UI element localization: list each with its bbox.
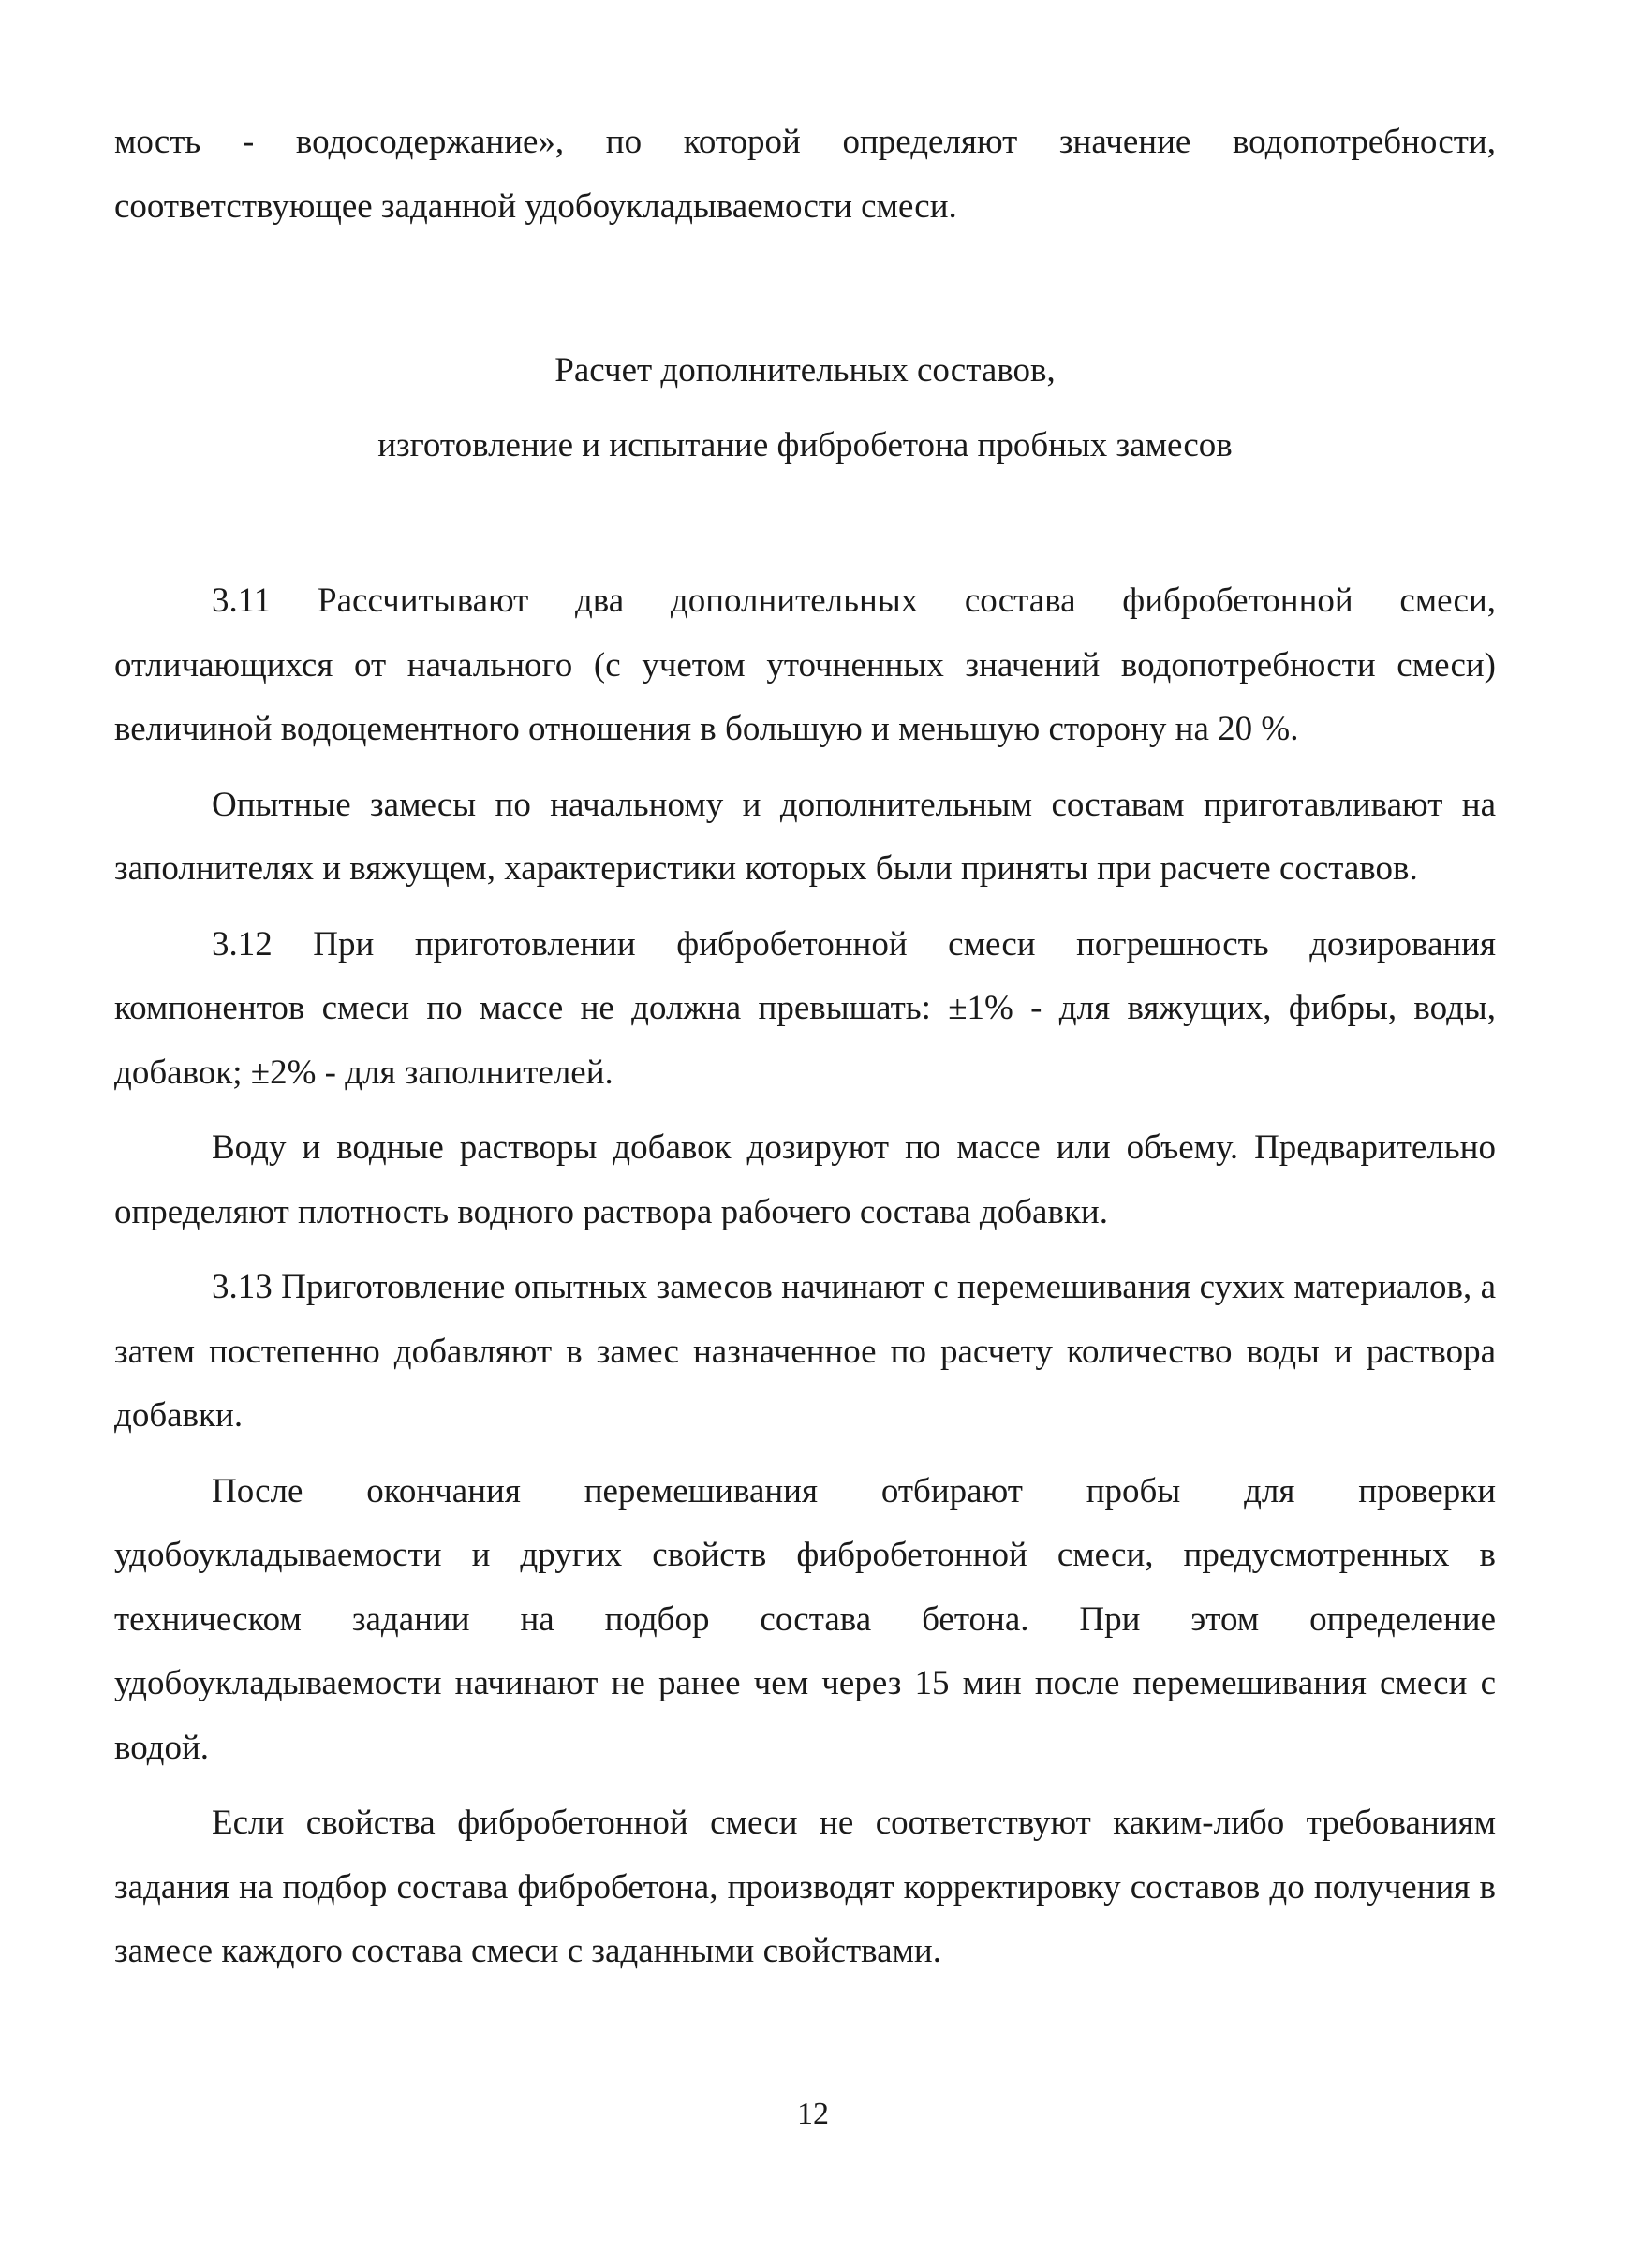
paragraph-after-mixing: После окончания перемешивания отбирают пробы для проверки удобоукладываемости и других свойств фибробетонной смеси, предусмотренных в техническом задании на подбор состава бетона. При этом определение удобоукладываемости начинают не ранее чем через 15 мин после перемешивания смеси с водой. (114, 1471, 1496, 1767)
paragraph-3-11: 3.11 Рассчитывают два дополнительных состава фибробетонной смеси, отличающихся от начального (с учетом уточненных значений водопотребности смеси) величиной водоцементного отношения в большую и меньшую сторону на 20 %. (114, 582, 1496, 748)
page-number: 12 (797, 2097, 829, 2131)
paragraph-correction: Если свойства фибробетонной смеси не соответствуют каким-либо требованиям задания на подбор состава фибробетона, производят корректировку составов до получения в замесе каждого состава смеси с заданными свойствами. (114, 1804, 1496, 1970)
paragraph-3-12: 3.12 При приготовлении фибробетонной смеси погрешность дозирования компонентов смеси по массе не должна превышать: ±1% - для вяжущих, фибры, воды, добавок; ±2% - для заполнителей. (114, 924, 1496, 1092)
page-content (114, 110, 1496, 1984)
section-heading-line-2: изготовление и испытание фибробетона пробных замесов (377, 426, 1233, 464)
section-heading (114, 333, 1496, 483)
paragraph-trial-batches: Опытные замесы по начальному и дополнительным составам приготавливают на заполнителях и вяжущем, характеристики которых были приняты при расчете составов. (114, 785, 1496, 888)
section-heading-line-1: Расчет дополнительных составов, (554, 351, 1056, 390)
paragraph-3-13: 3.13 Приготовление опытных замесов начинают с перемешивания сухих материалов, а затем постепенно добавляют в замес назначенное по расчету количество воды и раствора добавки. (114, 1268, 1496, 1435)
intro-paragraph: мость - водосодержание», по которой определяют значение водопотребности, соответствующее заданной удобоукладываемости смеси. (114, 123, 1496, 226)
paragraph-water-dosing: Воду и водные растворы добавок дозируют по массе или объему. Предварительно определяют плотность водного раствора рабочего состава добавки. (114, 1128, 1496, 1231)
